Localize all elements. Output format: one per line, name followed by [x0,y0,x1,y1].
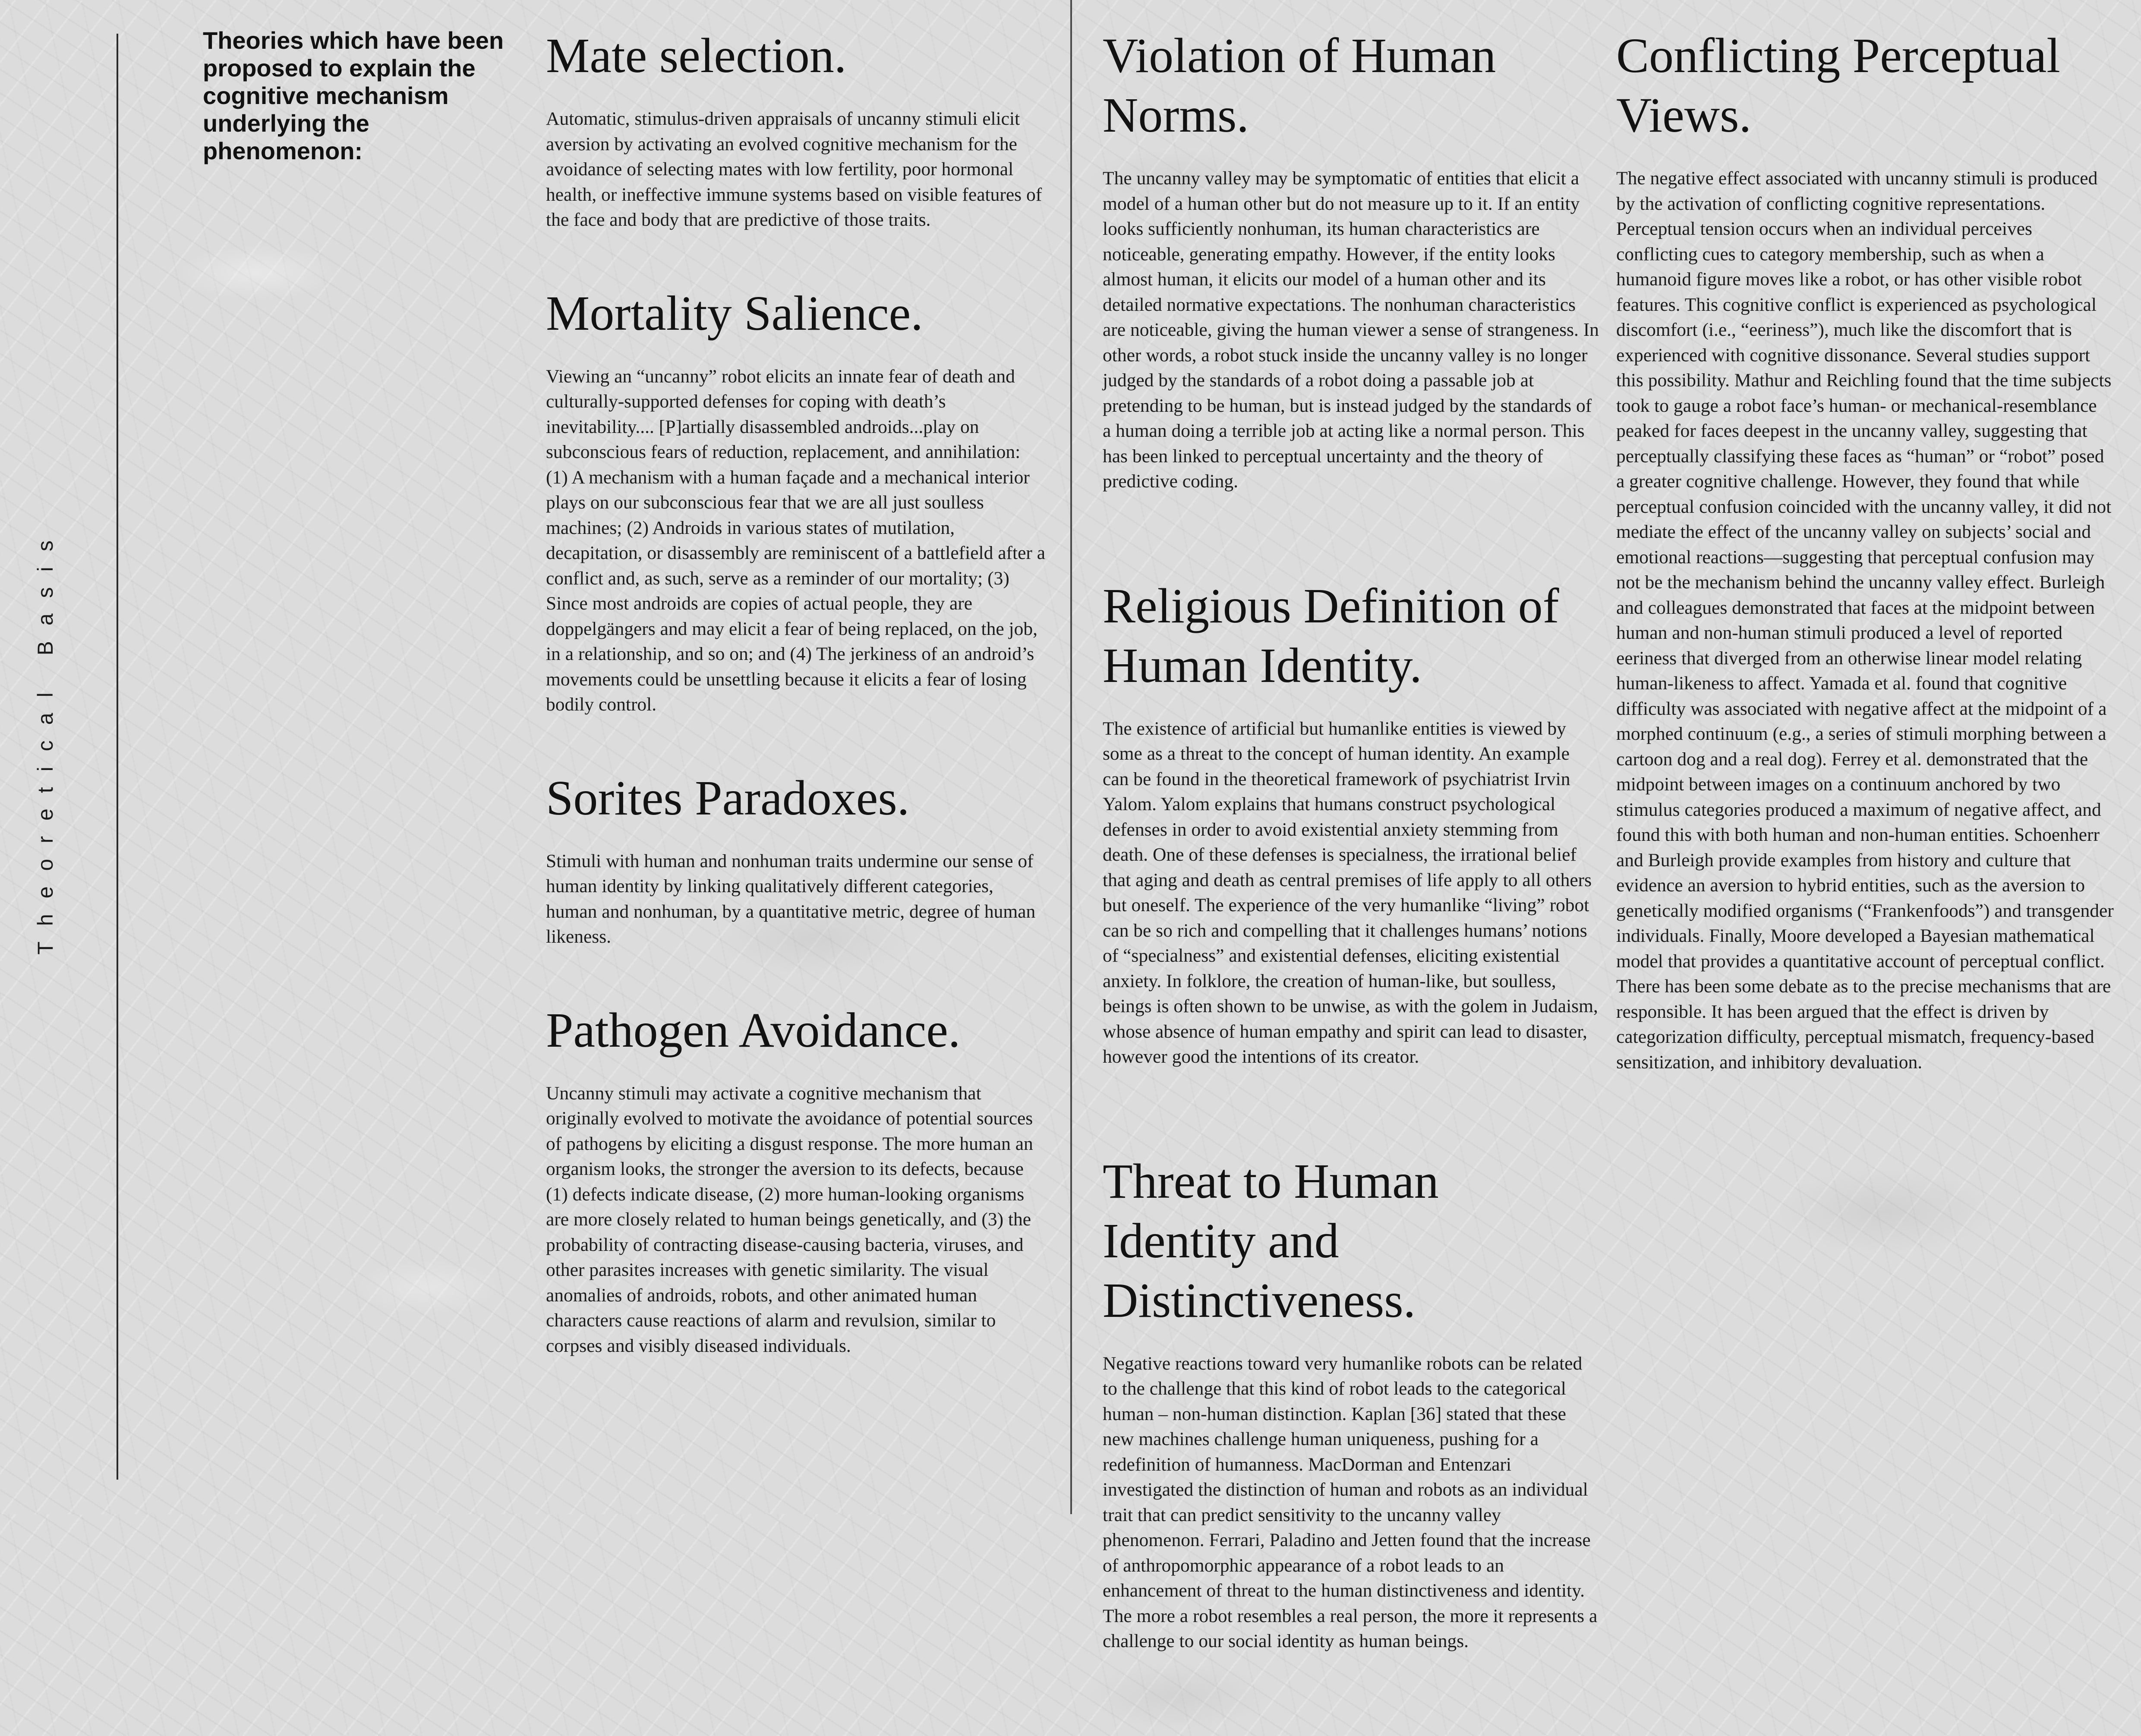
side-label: Theoretical Basis [33,525,57,955]
section-body: The uncanny valley may be symptomatic of entities that elicit a model of a human other but do not measure up to it. If an entity looks sufficiently nonhuman, its human characteristics are noticeable, generating empathy. However, if the entity looks almost human, it elicits our model of a human other and its detailed normative expectations. The nonhuman characteristics are noticeable, giving the human viewer a sense of strangeness. In other words, a robot stuck inside the uncanny valley is no longer judged by the standards of a robot doing a passable job at pretending to be human, but is instead judged by the standards of a human doing a terrible job at acting like a normal person. This has been linked to perceptual uncertainty and the theory of predictive coding. [1103,168,1599,492]
section-conflicting-perceptual-views [1616,26,2117,1075]
section-title: Mate selection. [546,28,847,83]
section-title: Pathogen Avoidance. [546,1002,961,1057]
column-1 [546,26,1047,1409]
column-3 [1616,26,2117,1075]
intro-heading: Theories which have been proposed to explain the cognitive mechanism underlying the phenomenon: [203,27,504,164]
section-title: Conflicting Perceptual Views. [1616,28,2060,142]
section-pathogen-avoidance [546,1001,1047,1359]
column-2 [1103,26,1599,1736]
section-body: Automatic, stimulus-driven appraisals of uncanny stimuli elicit aversion by activating an evolved cognitive mechanism for the avoidance of selecting mates with low fertility, poor hormonal health, or ineffective immune systems based on visible features of the face and body that are predictive of those traits. [546,108,1042,230]
section-body: The negative effect associated with uncanny stimuli is produced by the activation of conflicting cognitive representations. Perceptual tension occurs when an individual perceives conflicting cues to category membership, such as when a humanoid figure moves like a robot, or has other visible robot features. This cognitive conflict is experienced as psychological discomfort (i.e., “eeriness”), much like the discomfort that is experienced with cognitive dissonance. Several studies support this possibility. Mathur and Reichling found that the time subjects took to gauge a robot face’s human- or mechanical-resemblance peaked for faces deepest in the uncanny valley, suggesting that perceptually classifying these faces as “human” or “robot” posed a greater cognitive challenge. However, they found that while perceptual confusion coincided with the uncanny valley, it did not mediate the effect of the uncanny valley on subjects’ social and emotional reactions—suggesting that perceptual confusion may not be the mechanism behind the uncanny valley effect. Burleigh and colleagues demonstrated that faces at the midpoint between human and non-human stimuli produced a level of reported eeriness that diverged from an otherwise linear model relating human-likeness to affect. Yamada et al. found that cognitive difficulty was associated with negative affect at the midpoint of a morphed continuum (e.g., a series of stimuli morphing between a cartoon dog and a real dog). Ferrey et al. demonstrated that the midpoint between images on a continuum anchored by two stimulus categories produced a maximum of negative affect, and found this with both human and non-human entities. Schoenherr and Burleigh provide examples from history and culture that evidence an aversion to hybrid entities, such as the aversion to genetically modified organisms (“Frankenfoods”) and transgender individuals. Finally, Moore developed a Bayesian mathematical model that provides a quantitative account of perceptual conflict. There has been some debate as to the precise mechanisms that are responsible. It has been argued that the effect is driven by categorization difficulty, perceptual mismatch, frequency-based sensitization, and inhibitory devaluation. [1616,168,2114,1073]
section-violation-of-human-norms [1103,26,1599,494]
section-body: Stimuli with human and nonhuman traits undermine our sense of human identity by linking qualitatively different categories, human and nonhuman, by a quantitative metric, degree of human likeness. [546,850,1036,947]
page-fold-line [1070,0,1072,1514]
section-title: Violation of Human Norms. [1103,28,1496,142]
section-religious-definition [1103,576,1599,1070]
section-body: Negative reactions toward very humanlike robots can be related to the challenge that this kind of robot leads to the categorical human – non-human distinction. Kaplan [36] stated that these new machines challenge human uniqueness, pushing for a redefinition of humanness. MacDorman and Entenzari investigated the distinction of human and robots as an individual trait that can predict sensitivity to the uncanny valley phenomenon. Ferrari, Paladino and Jetten found that the increase of anthropomorphic appearance of a robot leads to an enhancement of threat to the human distinctiveness and identity. The more a robot resembles a real person, the more it represents a challenge to our social identity as human beings. [1103,1353,1598,1651]
section-body: The existence of artificial but humanlike entities is viewed by some as a threat to the concept of human identity. An example can be found in the theoretical framework of psychiatrist Irvin Yalom. Yalom explains that humans construct psychological defenses in order to avoid existential anxiety stemming from death. One of these defenses is specialness, the irrational belief that aging and death as central premises of life apply to all others but oneself. The experience of the very humanlike “living” robot can be so rich and compelling that it challenges humans’ notions of “specialness” and existential defenses, eliciting existential anxiety. In folklore, the creation of human-like, but soulless, beings is often shown to be unwise, as with the golem in Judaism, whose absence of human empathy and spirit can lead to disaster, however good the intentions of its creator. [1103,718,1598,1067]
section-mortality-salience [546,284,1047,717]
section-mate-selection [546,26,1047,233]
section-body: Uncanny stimuli may activate a cognitive mechanism that originally evolved to motivate the avoidance of potential sources of pathogens by eliciting a disgust response. The more human an organism looks, the stronger the aversion to its defects, because (1) defects indicate disease, (2) more human-looking organisms are more closely related to human beings genetically, and (3) the probability of contracting disease-causing bacteria, viruses, and other parasites increases with genetic similarity. The visual anomalies of androids, robots, and other animated human characters cause reactions of alarm and revulsion, similar to corpses and visibly diseased individuals. [546,1083,1033,1356]
section-sorites-paradoxes [546,768,1047,950]
section-title: Mortality Salience. [546,285,923,341]
section-threat-to-human-identity [1103,1152,1599,1654]
margin-rule [117,34,118,1480]
section-title: Religious Definition of Human Identity. [1103,578,1559,693]
section-title: Threat to Human Identity and Distinctiveness. [1103,1153,1439,1328]
section-body: Viewing an “uncanny” robot elicits an innate fear of death and culturally-supported defenses for coping with death’s inevitability.... [P]artially disassembled androids...play on subconscious fears of reduction, replacement, and annihilation: (1) A mechanism with a human façade and a mechanical interior plays on our subconscious fear that we are all just soulless machines; (2) Androids in various states of mutilation, decapitation, or disassembly are reminiscent of a battlefield after a conflict and, as such, serve as a reminder of our mortality; (3) Since most androids are copies of actual people, they are doppelgängers and may elicit a fear of being replaced, on the job, in a relationship, and so on; and (4) The jerkiness of an android’s movements could be unsettling because it elicits a fear of losing bodily control. [546,366,1046,715]
section-title: Sorites Paradoxes. [546,770,910,825]
